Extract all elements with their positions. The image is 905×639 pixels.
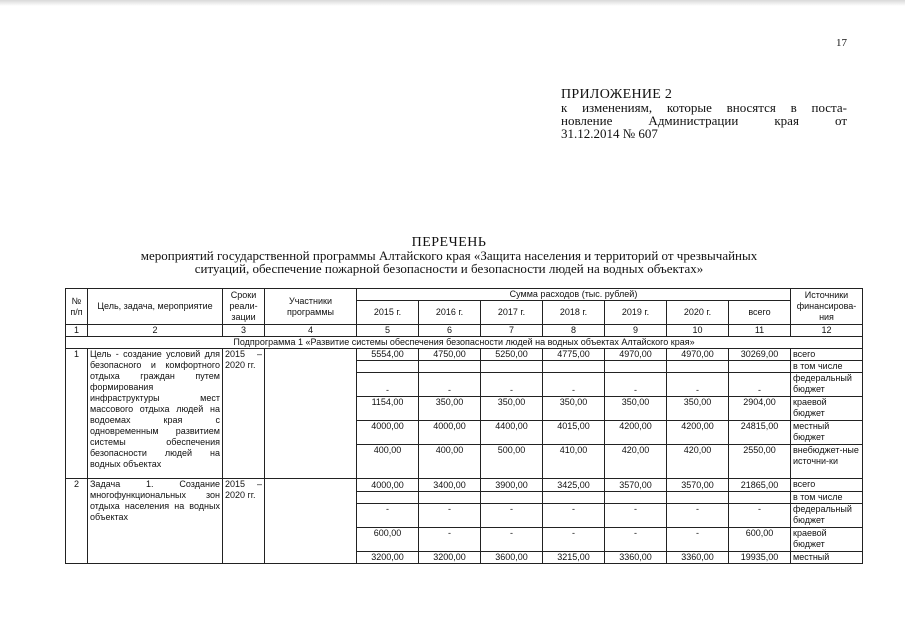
value-cell: 2550,00 — [729, 445, 791, 479]
value-cell: 4200,00 — [605, 421, 667, 445]
header-total: всего — [729, 301, 791, 325]
value-cell: - — [357, 504, 419, 528]
goal-text: Задача 1. Создание многофункциональных зон отдыха населения на водных объектах — [88, 479, 223, 564]
value-cell: 5250,00 — [481, 349, 543, 361]
value-cell: - — [419, 373, 481, 397]
value-cell: 3200,00 — [419, 552, 481, 564]
value-cell — [419, 361, 481, 373]
value-cell: - — [729, 373, 791, 397]
value-cell: - — [605, 373, 667, 397]
value-cell: 600,00 — [729, 528, 791, 552]
value-cell: 4400,00 — [481, 421, 543, 445]
value-cell: 3400,00 — [419, 479, 481, 492]
value-cell: - — [729, 504, 791, 528]
value-cell: 19935,00 — [729, 552, 791, 564]
value-cell: 3570,00 — [667, 479, 729, 492]
value-cell: 350,00 — [481, 397, 543, 421]
value-cell: 350,00 — [543, 397, 605, 421]
measures-table — [65, 288, 863, 564]
source-cell: всего — [791, 349, 863, 361]
header-year-2017: 2017 г. — [481, 301, 543, 325]
value-cell: 4200,00 — [667, 421, 729, 445]
value-cell: 400,00 — [357, 445, 419, 479]
value-cell: 420,00 — [605, 445, 667, 479]
value-cell: - — [667, 528, 729, 552]
column-number: 5 — [357, 325, 419, 337]
header-sources: Источники финансирова-ния — [791, 289, 863, 325]
appendix-line-3: 31.12.2014 № 607 — [561, 126, 658, 141]
header-participants: Участники программы — [265, 289, 357, 325]
value-cell: 500,00 — [481, 445, 543, 479]
value-cell: - — [419, 528, 481, 552]
header-goal: Цель, задача, мероприятие — [88, 289, 223, 325]
source-cell: краевой бюджет — [791, 528, 863, 552]
column-number: 4 — [265, 325, 357, 337]
header-year-2020: 2020 г. — [667, 301, 729, 325]
value-cell: 4775,00 — [543, 349, 605, 361]
source-cell: в том числе — [791, 361, 863, 373]
value-cell: 420,00 — [667, 445, 729, 479]
appendix-title: ПРИЛОЖЕНИЕ 2 — [561, 87, 673, 102]
column-number: 2 — [88, 325, 223, 337]
appendix-block — [561, 88, 847, 140]
source-cell: местный бюджет — [791, 421, 863, 445]
value-cell — [543, 492, 605, 504]
source-cell: федеральный бюджет — [791, 504, 863, 528]
value-cell: 350,00 — [605, 397, 667, 421]
value-cell: 30269,00 — [729, 349, 791, 361]
value-cell: 3360,00 — [667, 552, 729, 564]
value-cell: 4000,00 — [357, 479, 419, 492]
goal-text: Цель - создание условий для безопасного и комфортного отдыха граждан путем формирования инфраструктуры мест массового отдыха людей на водоемах края с одновременным развитием системы обеспечения безопасности людей на водных объектах — [88, 349, 223, 479]
value-cell: - — [481, 504, 543, 528]
value-cell: 3200,00 — [357, 552, 419, 564]
value-cell — [419, 492, 481, 504]
value-cell — [729, 492, 791, 504]
value-cell: - — [419, 504, 481, 528]
value-cell: 4970,00 — [605, 349, 667, 361]
value-cell: 400,00 — [419, 445, 481, 479]
value-cell: 4970,00 — [667, 349, 729, 361]
source-cell: местный — [791, 552, 863, 564]
value-cell: - — [481, 373, 543, 397]
column-number: 9 — [605, 325, 667, 337]
table-row — [66, 479, 863, 492]
period-text: 2015 – 2020 гг. — [223, 479, 265, 564]
value-cell — [667, 492, 729, 504]
source-cell: в том числе — [791, 492, 863, 504]
subprogram-title: Подпрограмма 1 «Развитие системы обеспечения безопасности людей на водных объектах Алтайского края» — [66, 337, 863, 349]
value-cell: - — [605, 504, 667, 528]
value-cell: - — [543, 504, 605, 528]
value-cell: 21865,00 — [729, 479, 791, 492]
value-cell — [357, 492, 419, 504]
source-cell: внебюджет-ные источни-ки — [791, 445, 863, 479]
value-cell: - — [605, 528, 667, 552]
value-cell: 600,00 — [357, 528, 419, 552]
value-cell: 4000,00 — [357, 421, 419, 445]
column-number: 10 — [667, 325, 729, 337]
scan-edge — [0, 0, 905, 6]
column-number: 1 — [66, 325, 88, 337]
header-year-2019: 2019 г. — [605, 301, 667, 325]
value-cell: 350,00 — [667, 397, 729, 421]
value-cell: 4750,00 — [419, 349, 481, 361]
value-cell — [667, 361, 729, 373]
source-cell: краевой бюджет — [791, 397, 863, 421]
column-number: 11 — [729, 325, 791, 337]
column-number: 8 — [543, 325, 605, 337]
subprogram-row — [66, 337, 863, 349]
value-cell: 4015,00 — [543, 421, 605, 445]
source-cell: всего — [791, 479, 863, 492]
value-cell — [481, 361, 543, 373]
column-number-row — [66, 325, 863, 337]
value-cell: - — [667, 373, 729, 397]
value-cell: 4000,00 — [419, 421, 481, 445]
heading-line-2: ситуаций, обеспечение пожарной безопасности и безопасности людей на водных объектах» — [194, 261, 704, 276]
value-cell: 410,00 — [543, 445, 605, 479]
header-year-2018: 2018 г. — [543, 301, 605, 325]
table-row — [66, 349, 863, 361]
value-cell: 3600,00 — [481, 552, 543, 564]
header-num: № п/п — [66, 289, 88, 325]
value-cell: 1154,00 — [357, 397, 419, 421]
value-cell: 3570,00 — [605, 479, 667, 492]
period-text: 2015 – 2020 гг. — [223, 349, 265, 479]
value-cell: 3425,00 — [543, 479, 605, 492]
appendix-line-2: новление Администрации края от — [561, 113, 847, 128]
header-year-2015: 2015 г. — [357, 301, 419, 325]
value-cell: 3215,00 — [543, 552, 605, 564]
page-number: 17 — [836, 37, 847, 49]
value-cell: - — [481, 528, 543, 552]
value-cell: 2904,00 — [729, 397, 791, 421]
value-cell: 24815,00 — [729, 421, 791, 445]
column-number: 12 — [791, 325, 863, 337]
value-cell — [357, 361, 419, 373]
value-cell — [729, 361, 791, 373]
value-cell — [543, 361, 605, 373]
value-cell — [481, 492, 543, 504]
document-heading — [70, 236, 828, 275]
source-cell: федеральный бюджет — [791, 373, 863, 397]
value-cell — [605, 361, 667, 373]
value-cell: - — [543, 528, 605, 552]
column-number: 3 — [223, 325, 265, 337]
header-sum: Сумма расходов (тыс. рублей) — [357, 289, 791, 301]
value-cell: - — [357, 373, 419, 397]
value-cell: - — [667, 504, 729, 528]
appendix-line-1: к изменениям, которые вносятся в поста- — [561, 100, 847, 115]
column-number: 7 — [481, 325, 543, 337]
value-cell: 5554,00 — [357, 349, 419, 361]
row-number: 2 — [66, 479, 88, 564]
heading-title: ПЕРЕЧЕНЬ — [411, 235, 487, 250]
participants-cell — [265, 349, 357, 479]
value-cell — [605, 492, 667, 504]
header-year-2016: 2016 г. — [419, 301, 481, 325]
value-cell: 3900,00 — [481, 479, 543, 492]
heading-line-1: мероприятий государственной программы Алтайского края «Защита населения и территорий от чрезвычайных — [140, 248, 758, 263]
row-number: 1 — [66, 349, 88, 479]
header-period: Сроки реали-зации — [223, 289, 265, 325]
value-cell: 350,00 — [419, 397, 481, 421]
column-number: 6 — [419, 325, 481, 337]
participants-cell — [265, 479, 357, 564]
header-row-1 — [66, 289, 863, 301]
value-cell: 3360,00 — [605, 552, 667, 564]
value-cell: - — [543, 373, 605, 397]
